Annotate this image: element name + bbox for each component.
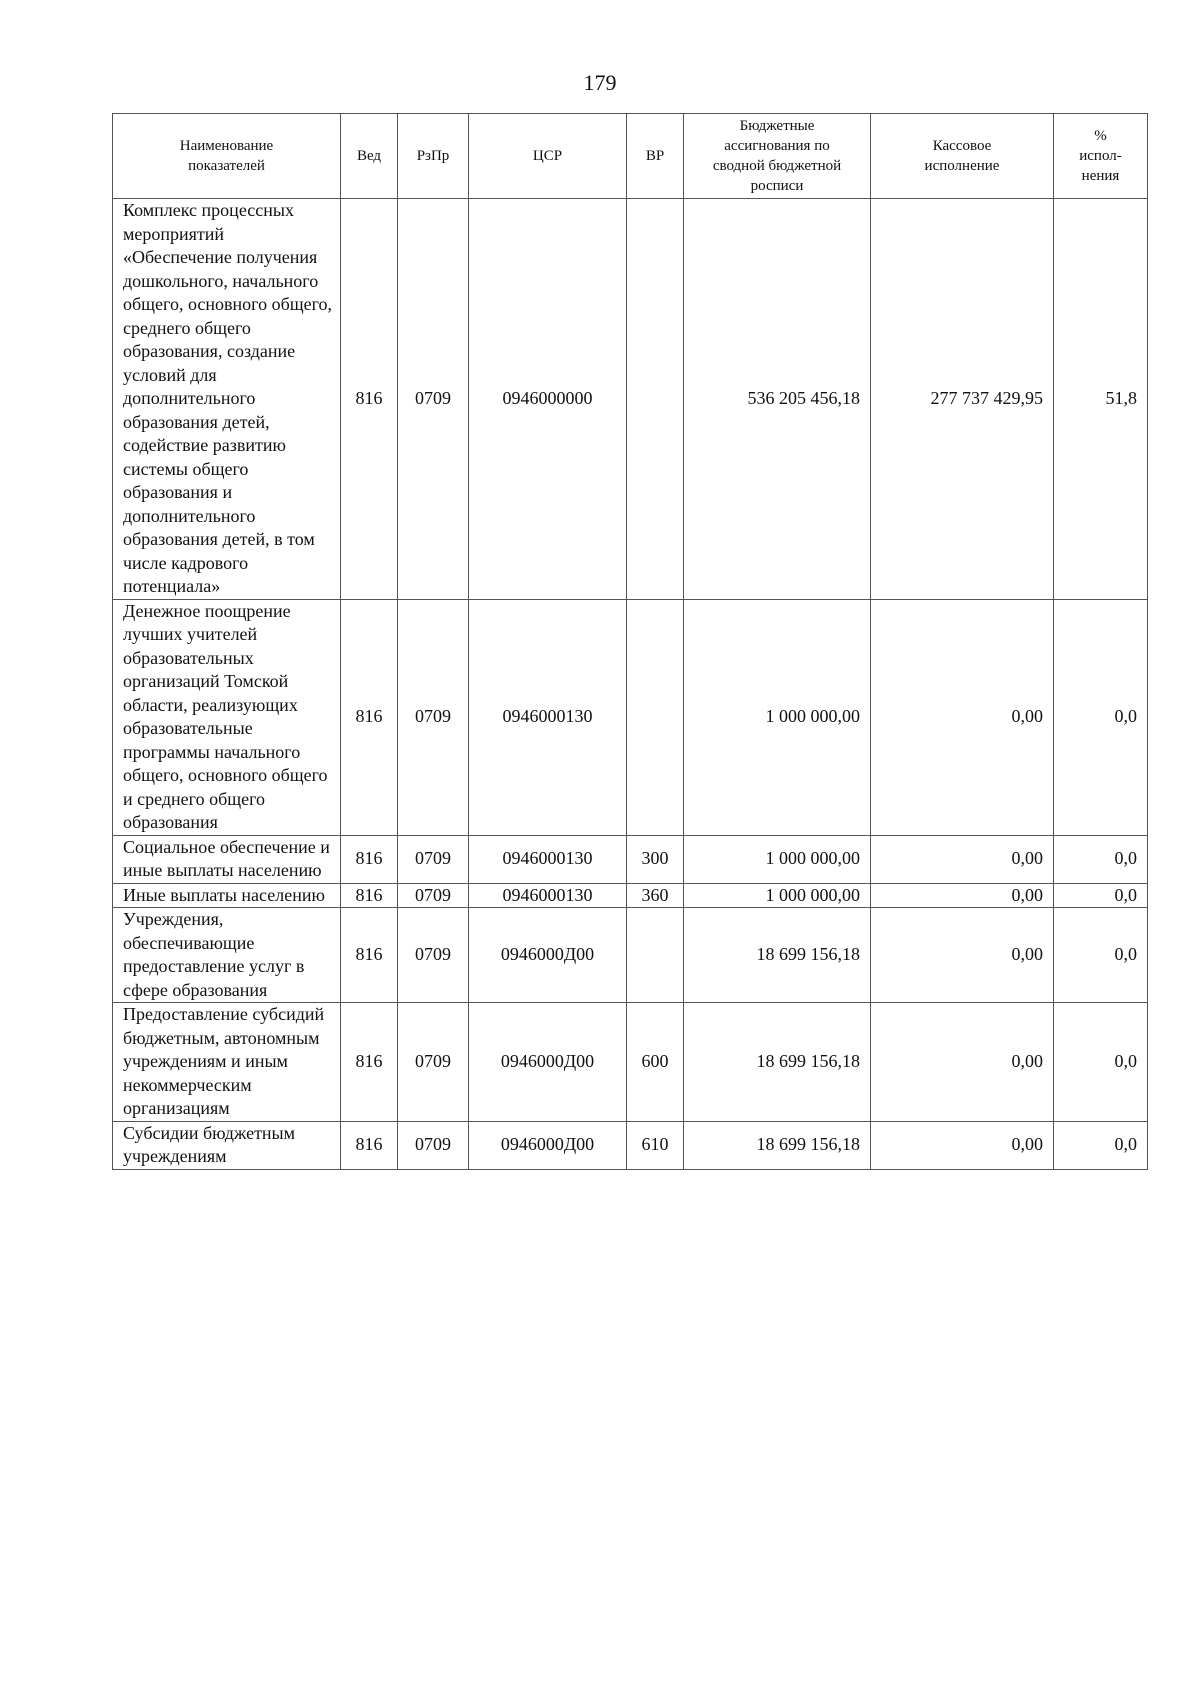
table-header [113,114,1148,199]
table-body [113,199,1148,1170]
row-cash: 0,00 [871,599,1054,835]
header-percent [1054,114,1148,199]
row-budget: 1 000 000,00 [684,599,871,835]
row-percent: 0,0 [1054,908,1148,1003]
row-ved: 816 [341,599,398,835]
table-row [113,835,1148,883]
row-percent: 0,0 [1054,883,1148,908]
row-vr: 300 [627,835,684,883]
row-ved: 816 [341,908,398,1003]
row-vr [627,199,684,600]
row-vr: 600 [627,1003,684,1122]
header-budget [684,114,871,199]
row-percent: 51,8 [1054,199,1148,600]
header-percent-text: % испол-нения [1079,128,1122,184]
row-cash: 0,00 [871,908,1054,1003]
row-rzpr: 0709 [398,199,469,600]
budget-execution-table [112,113,1148,1170]
row-rzpr: 0709 [398,835,469,883]
row-cash: 0,00 [871,1003,1054,1122]
row-vr [627,599,684,835]
row-percent: 0,0 [1054,1003,1148,1122]
table-row [113,908,1148,1003]
row-budget: 1 000 000,00 [684,883,871,908]
row-name: Предоставление субсидий бюджетным, автономным учреждениям и иным некоммерческим организациям [113,1003,341,1122]
row-csr: 0946000000 [469,199,627,600]
row-budget: 18 699 156,18 [684,1003,871,1122]
row-ved: 816 [341,199,398,600]
row-rzpr: 0709 [398,1121,469,1169]
row-vr: 610 [627,1121,684,1169]
row-csr: 0946000Д00 [469,908,627,1003]
row-csr: 0946000Д00 [469,1121,627,1169]
table-row [113,883,1148,908]
row-cash: 0,00 [871,835,1054,883]
row-percent: 0,0 [1054,599,1148,835]
row-name: Субсидии бюджетным учреждениям [113,1121,341,1169]
row-rzpr: 0709 [398,599,469,835]
row-rzpr: 0709 [398,1003,469,1122]
page-number: 179 [583,70,617,95]
row-name: Комплекс процессных мероприятий «Обеспечение получения дошкольного, начального общего, основного общего, среднего общего образования, создание условий для дополнительного образования детей, содействие развитию системы общего образования и дополнительного образования детей, в том числе кадрового потенциала» [113,199,341,600]
header-cash-text: Кассовое исполнение [924,138,1000,174]
header-ved: Вед [341,114,398,199]
row-csr: 0946000130 [469,599,627,835]
row-ved: 816 [341,883,398,908]
header-vr: ВР [627,114,684,199]
row-name: Денежное поощрение лучших учителей образовательных организаций Томской области, реализующих образовательные программы начального общего, основного общего и среднего общего образования [113,599,341,835]
row-csr: 0946000Д00 [469,1003,627,1122]
row-ved: 816 [341,1003,398,1122]
row-vr: 360 [627,883,684,908]
table-row [113,599,1148,835]
header-row [113,114,1148,199]
header-csr: ЦСР [469,114,627,199]
row-rzpr: 0709 [398,908,469,1003]
row-name: Учреждения, обеспечивающие предоставление услуг в сфере образования [113,908,341,1003]
header-budget-text: Бюджетные ассигнования по сводной бюджетной росписи [712,118,842,194]
row-percent: 0,0 [1054,835,1148,883]
row-cash: 277 737 429,95 [871,199,1054,600]
row-cash: 0,00 [871,1121,1054,1169]
table-row [113,199,1148,600]
row-rzpr: 0709 [398,883,469,908]
row-budget: 536 205 456,18 [684,199,871,600]
row-vr [627,908,684,1003]
row-name: Иные выплаты населению [113,883,341,908]
row-budget: 1 000 000,00 [684,835,871,883]
row-budget: 18 699 156,18 [684,1121,871,1169]
header-name [113,114,341,199]
header-rzpr: РзПр [398,114,469,199]
row-csr: 0946000130 [469,883,627,908]
row-percent: 0,0 [1054,1121,1148,1169]
row-ved: 816 [341,835,398,883]
row-name: Социальное обеспечение и иные выплаты населению [113,835,341,883]
table-row [113,1121,1148,1169]
header-cash [871,114,1054,199]
row-csr: 0946000130 [469,835,627,883]
header-name-text: Наименование показателей [179,138,274,174]
row-ved: 816 [341,1121,398,1169]
table-row [113,1003,1148,1122]
row-cash: 0,00 [871,883,1054,908]
row-budget: 18 699 156,18 [684,908,871,1003]
